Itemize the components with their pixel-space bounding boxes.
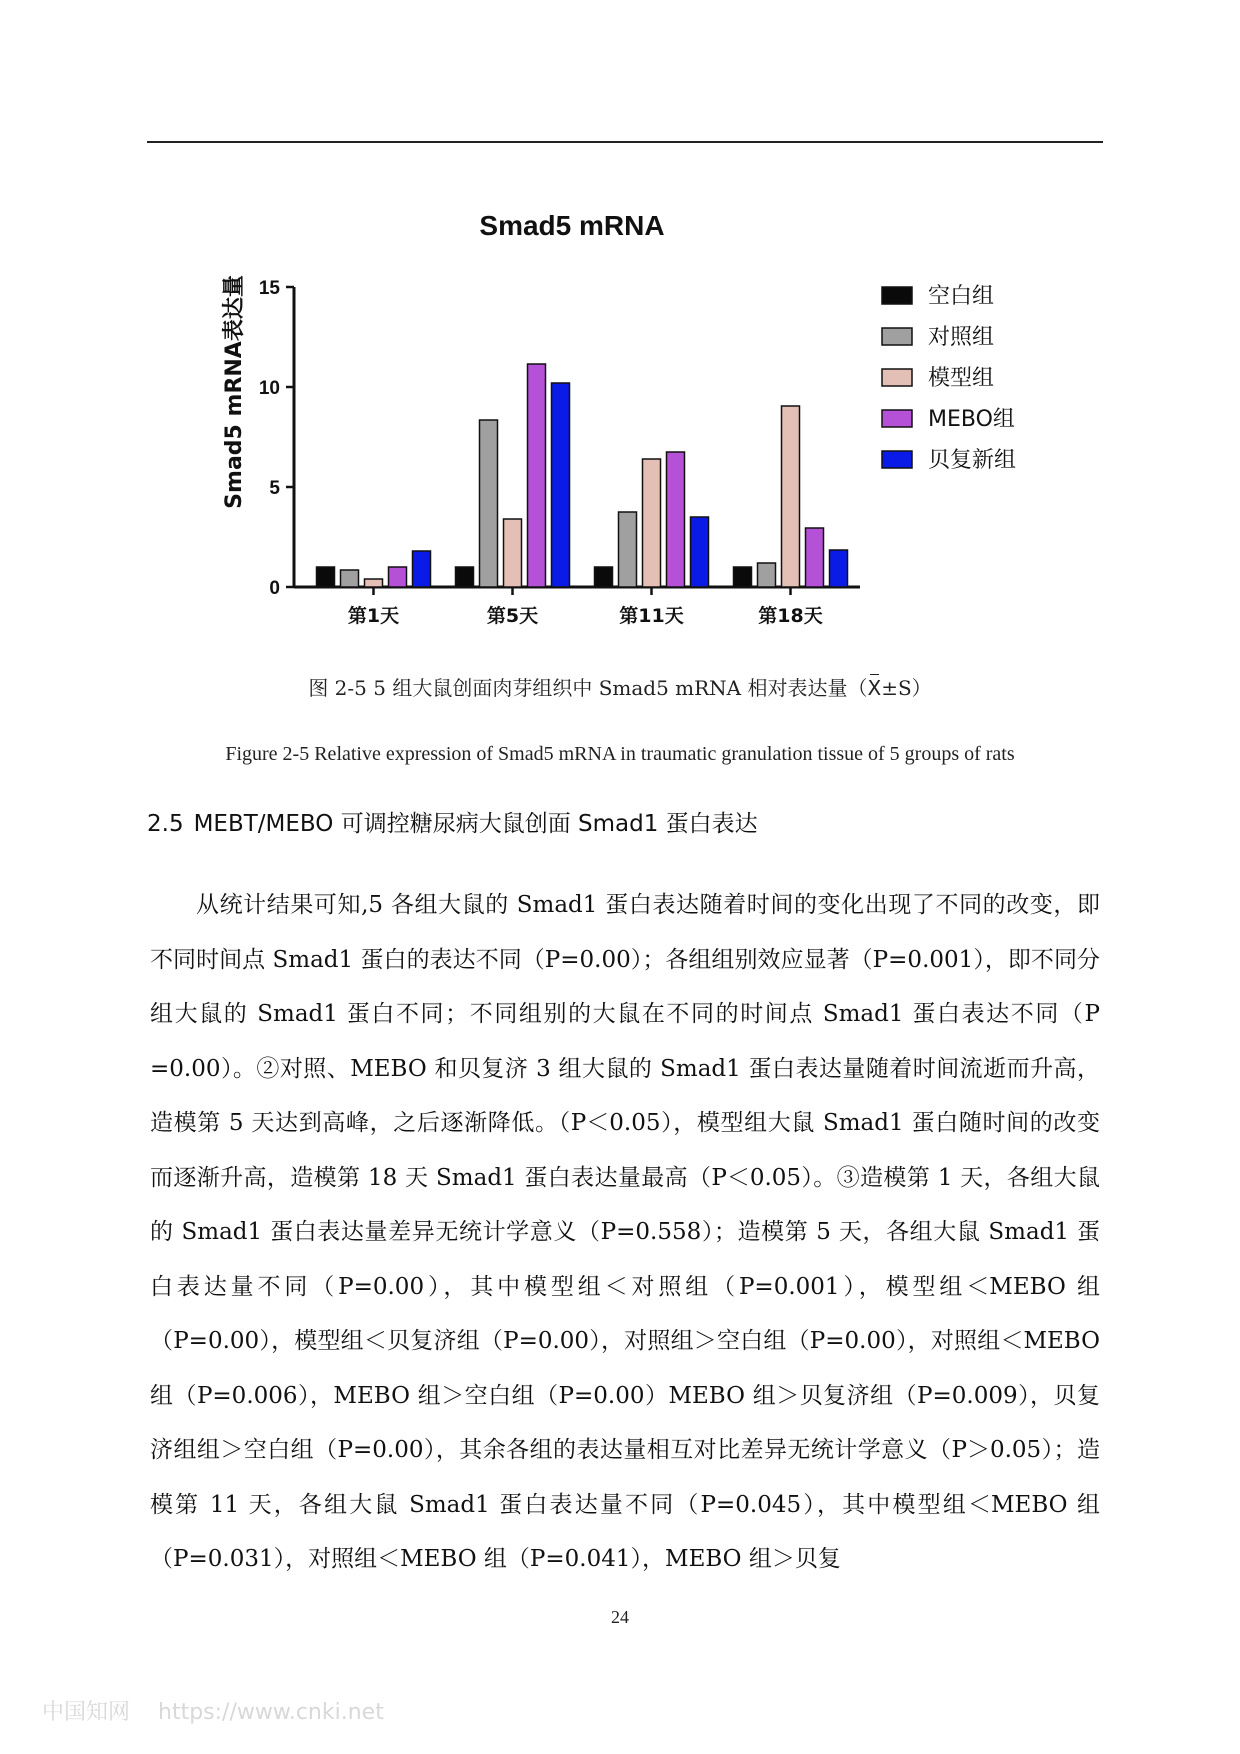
y-tick-label: 0	[269, 578, 280, 599]
bar	[528, 364, 546, 587]
bar	[456, 567, 474, 587]
watermark-url: https://www.cnki.net	[158, 1700, 384, 1725]
bar	[643, 459, 661, 587]
section-heading	[147, 805, 758, 838]
header-rule	[147, 141, 1103, 143]
figure-caption-cn-text: 图 2-5 5 组大鼠创面肉芽组织中 Smad5 mRNA 相对表达量（	[308, 676, 868, 700]
bar	[365, 579, 383, 587]
section-number: 2.5	[147, 811, 184, 837]
legend-swatch	[882, 451, 912, 468]
bar	[734, 567, 752, 587]
bar	[830, 550, 848, 587]
bar	[552, 383, 570, 587]
bar	[504, 519, 522, 587]
y-tick-label: 5	[269, 478, 280, 499]
watermark-site-name: 中国知网	[42, 1700, 131, 1725]
figure-caption-cn-suffix: ±S）	[881, 676, 932, 700]
legend-label: MEBO组	[928, 407, 1015, 432]
bar	[806, 528, 824, 587]
bar	[758, 563, 776, 587]
x-tick-label: 第11天	[619, 605, 684, 627]
bar	[595, 567, 613, 587]
x-tick-label: 第5天	[486, 605, 539, 627]
bar	[480, 420, 498, 587]
y-tick-label: 10	[258, 378, 280, 399]
section-title: MEBT/MEBO 可调控糖尿病大鼠创面 Smad1 蛋白表达	[193, 811, 758, 837]
body-text	[150, 878, 1100, 1587]
legend-swatch	[882, 369, 912, 386]
figure-caption-cn	[0, 672, 1240, 701]
bar	[413, 551, 431, 587]
legend-label: 贝复新组	[928, 448, 1017, 473]
legend-swatch	[882, 410, 912, 427]
bar	[341, 570, 359, 587]
mean-x-symbol: X	[867, 676, 882, 700]
bar	[691, 517, 709, 587]
body-paragraph: 从统计结果可知,5 各组大鼠的 Smad1 蛋白表达随着时间的变化出现了不同的改变，即不同时间点 Smad1 蛋白的表达不同（P=0.00）；各组组别效应显著（P=0.001），即不同分组大鼠的 Smad1 蛋白不同；不同组别的大鼠在不同的时间点 Smad1 蛋白表达不同（P =0.00）。②对照、MEBO 和贝复济 3 组大鼠的 Smad1 蛋白表达量随着时间流逝而升高，造模第 5 天达到高峰，之后逐渐降低。（P＜0.05），模型组大鼠 Smad1 蛋白随时间的改变而逐渐升高，造模第 18 天 Smad1 蛋白表达量最高（P＜0.05）。③造模第 1 天，各组大鼠的 Smad1 蛋白表达量差异无统计学意义（P=0.558）；造模第 5 天，各组大鼠 Smad1 蛋白表达量不同（P=0.00），其中模型组＜对照组（P=0.001），模型组＜MEBO 组（P=0.00），模型组＜贝复济组（P=0.00），对照组＞空白组（P=0.00），对照组＜MEBO 组（P=0.006），MEBO 组＞空白组（P=0.00）MEBO 组＞贝复济组（P=0.009），贝复济组组＞空白组（P=0.00），其余各组的表达量相互对比差异无统计学意义（P＞0.05）；造模第 11 天，各组大鼠 Smad1 蛋白表达量不同（P=0.045），其中模型组＜MEBO 组（P=0.031），对照组＜MEBO 组（P=0.041），MEBO 组＞贝复	[150, 892, 1100, 1572]
legend-swatch	[882, 328, 912, 345]
page-number: 24	[611, 1607, 629, 1627]
legend-label: 对照组	[928, 325, 995, 350]
y-tick-label: 15	[258, 278, 280, 299]
bar	[619, 512, 637, 587]
x-tick-label: 第1天	[347, 605, 400, 627]
figure-caption-en: Figure 2-5 Relative expression of Smad5 mRNA in traumatic granulation tissue of 5 groups of rats	[225, 743, 1015, 765]
watermark	[42, 1695, 412, 1726]
bar	[389, 567, 407, 587]
legend-label: 空白组	[928, 284, 995, 309]
bar	[317, 567, 335, 587]
bar	[667, 452, 685, 587]
legend-swatch	[882, 287, 912, 304]
x-tick-label: 第18天	[758, 605, 823, 627]
bar	[782, 406, 800, 587]
chart-title: Smad5 mRNA	[479, 210, 665, 241]
smad5-bar-chart	[200, 205, 1060, 655]
legend-label: 模型组	[928, 366, 995, 391]
y-axis-label: Smad5 mRNA表达量	[222, 275, 247, 509]
